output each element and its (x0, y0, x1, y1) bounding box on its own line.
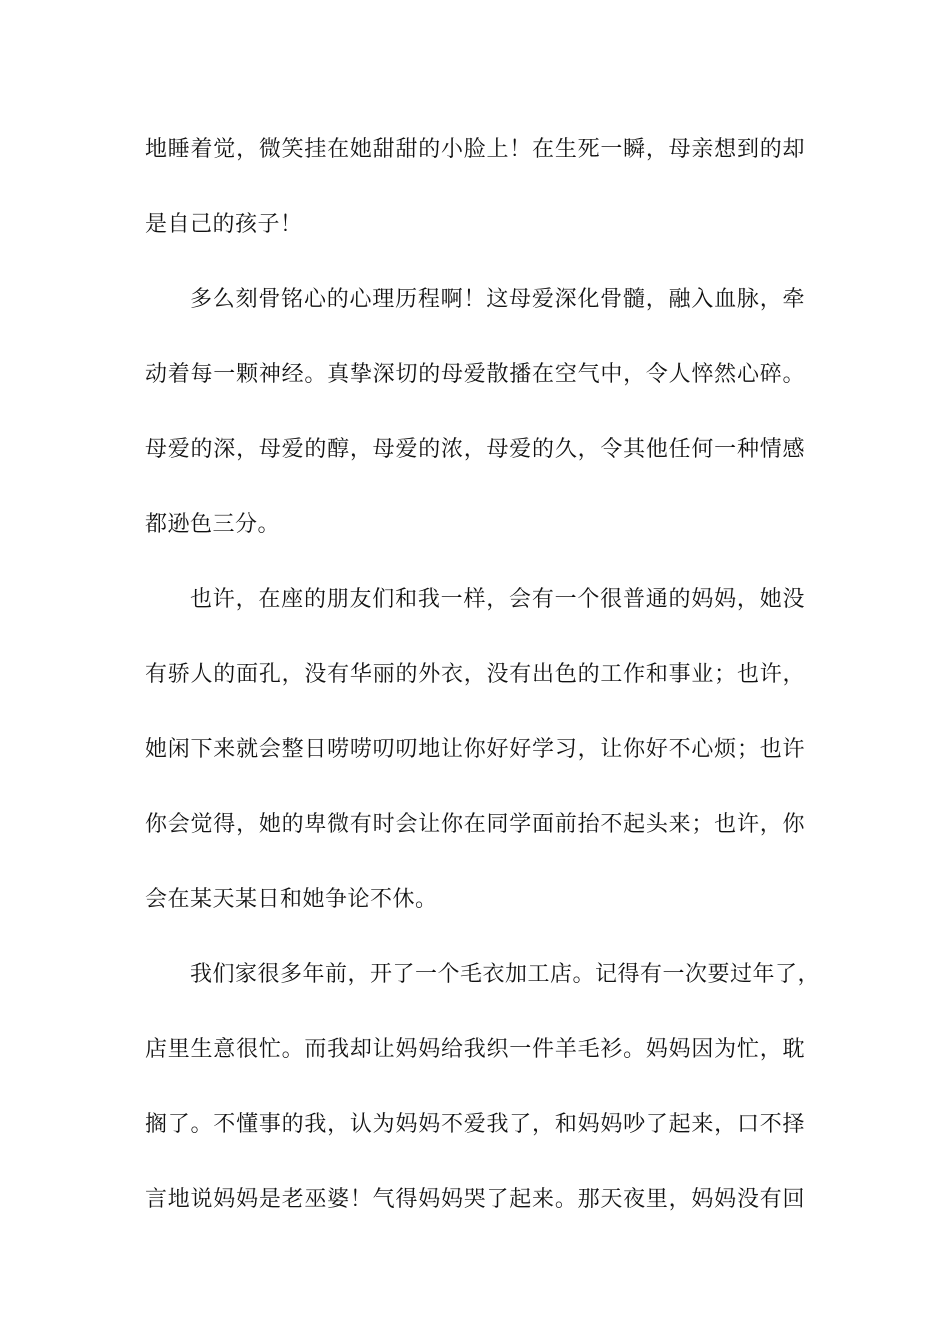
text-line: 都逊色三分。 (145, 512, 281, 537)
text-line: 言地说妈妈是老巫婆！气得妈妈哭了起来。那天夜里，妈妈没有回 (145, 1187, 805, 1212)
text-line: 地睡着觉，微笑挂在她甜甜的小脸上！在生死一瞬，母亲想到的却 (145, 137, 805, 162)
text-line: 会在某天某日和她争论不休。 (145, 887, 438, 912)
text-line: 母爱的深，母爱的醇，母爱的浓，母爱的久，令其他任何一种情感 (145, 437, 805, 462)
text-line: 她闲下来就会整日唠唠叨叨地让你好好学习，让你好不心烦；也许 (145, 737, 805, 762)
text-line: 是自己的孩子！ (145, 212, 303, 237)
text-line: 搁了。不懂事的我，认为妈妈不爱我了，和妈妈吵了起来，口不择 (145, 1112, 805, 1137)
text-line: 你会觉得，她的卑微有时会让你在同学面前抬不起头来；也许，你 (145, 812, 805, 837)
text-line: 店里生意很忙。而我却让妈妈给我织一件羊毛衫。妈妈因为忙，耽 (145, 1037, 805, 1062)
text-line: 动着每一颗神经。真挚深切的母爱散播在空气中，令人悴然心碎。 (145, 362, 805, 387)
paragraph-first-line: 我们家很多年前，开了一个毛衣加工店。记得有一次要过年了， (190, 962, 821, 987)
paragraph-first-line: 也许，在座的朋友们和我一样，会有一个很普通的妈妈，她没 (190, 587, 805, 612)
paragraph-first-line: 多么刻骨铭心的心理历程啊！这母爱深化骨髓，融入血脉，牵 (190, 287, 805, 312)
text-line: 有骄人的面孔，没有华丽的外衣，没有出色的工作和事业；也许， (145, 662, 805, 687)
